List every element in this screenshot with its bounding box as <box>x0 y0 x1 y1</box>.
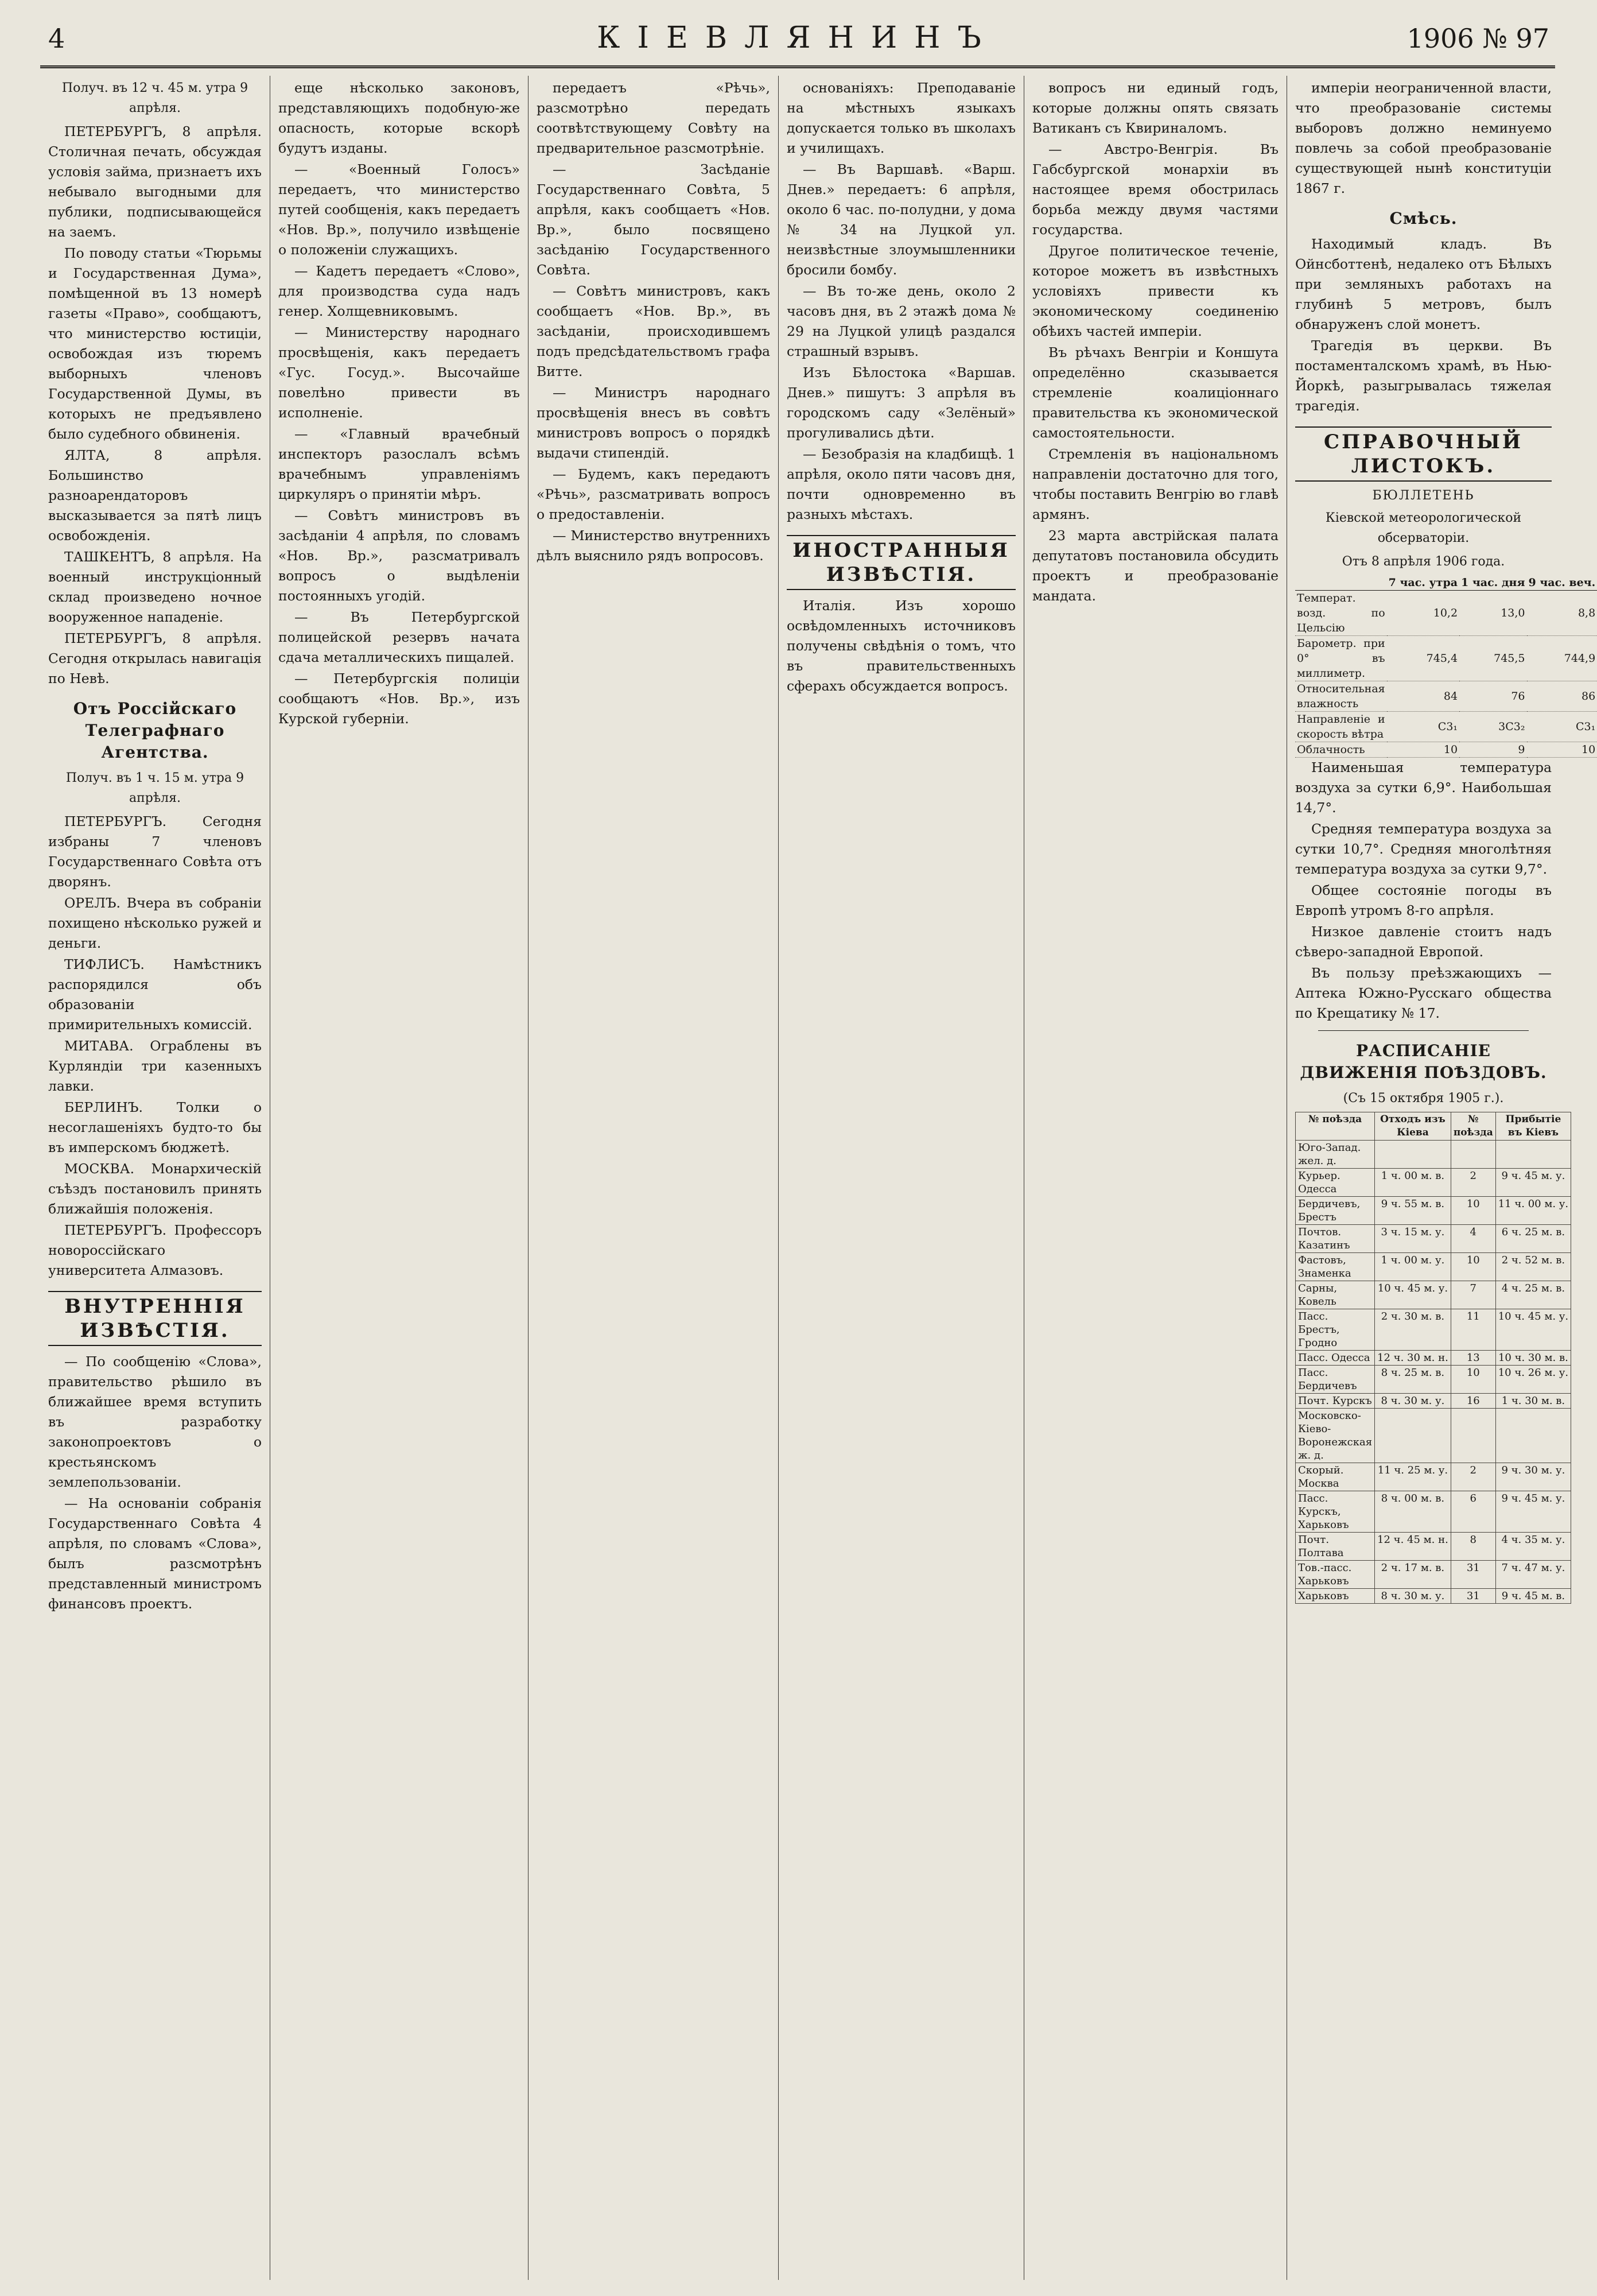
weather-header-row <box>1295 575 1597 591</box>
train-route: Скорый. Москва <box>1296 1463 1375 1491</box>
page-number: 4 <box>48 23 65 54</box>
train-cell: 13 <box>1451 1351 1495 1366</box>
train-cell: 10 ч. 26 м. у. <box>1495 1366 1571 1394</box>
telegram-paragraph: МОСКВА. Монархическій съѣздъ постановилъ принять ближайшія положенія. <box>48 1161 262 1217</box>
weather-row <box>1295 591 1597 636</box>
news-paragraph: — Въ Варшавѣ. «Варш. Днев.» передаетъ: 6 апрѣля, около 6 час. по-полудни, у дома № 34 на Луцкой ул. неизвѣстные злоумышленники бросили бомбу. <box>787 161 1016 278</box>
train-cell: 11 <box>1451 1309 1495 1351</box>
issue-number: 1906 № 97 <box>1406 23 1549 54</box>
weather-header-cell <box>1295 575 1387 591</box>
train-route: Сарны, Ковель <box>1296 1281 1375 1309</box>
train-cell: 8 ч. 25 м. в. <box>1375 1366 1451 1394</box>
weather-table <box>1295 575 1597 758</box>
train-cell: 10 <box>1451 1197 1495 1225</box>
weather-header-cell: 1 час. дня <box>1459 575 1526 591</box>
train-route: Бердичевъ, Брестъ <box>1296 1197 1375 1225</box>
train-header-cell: Прибытіе въ Кіевъ <box>1495 1112 1571 1141</box>
news-paragraph: Изъ Бѣлостока «Варшав. Днев.» пишутъ: 3 апрѣля въ городскомъ саду «Зелёный» прогуливались дѣти. <box>787 364 1016 441</box>
train-cell <box>1495 1141 1571 1169</box>
train-cell: 2 <box>1451 1169 1495 1197</box>
train-cell: 10 <box>1451 1253 1495 1281</box>
news-paragraph: — По сообщенію «Слова», правительство рѣшило въ ближайшее время вступить въ разработку законопроектовъ о крестьянскомъ землепользованіи. <box>48 1353 262 1490</box>
train-cell: 10 ч. 45 м. у. <box>1375 1281 1451 1309</box>
train-cell <box>1375 1409 1451 1463</box>
weather-row <box>1295 742 1597 758</box>
train-cell: 1 ч. 00 м. у. <box>1375 1253 1451 1281</box>
news-paragraph: Въ рѣчахъ Венгріи и Коншута определённо сказывается стремленіе коалиціоннаго правительства къ экономической самостоятельности. <box>1032 344 1279 441</box>
news-paragraph: — «Главный врачебный инспекторъ разослалъ всѣмъ врачебнымъ управленіямъ циркуляръ о принятіи мѣръ. <box>278 426 520 502</box>
weather-row <box>1295 636 1597 681</box>
telegram-paragraph: ПЕТЕРБУРГЪ. Профессоръ новороссійскаго университета Алмазовъ. <box>48 1222 262 1278</box>
train-cell: 7 <box>1451 1281 1495 1309</box>
train-route: Пасс. Брестъ, Гродно <box>1296 1309 1375 1351</box>
train-schedule-subtitle: (Съ 15 октября 1905 г.). <box>1343 1091 1504 1106</box>
train-header-cell: № поѣзда <box>1451 1112 1495 1141</box>
telegram-paragraph: ТИФЛИСЪ. Намѣстникъ распорядился объ образованіи примирительныхъ комиссій. <box>48 956 262 1033</box>
masthead <box>40 16 1555 68</box>
weather-value: 10 <box>1527 742 1597 758</box>
train-cell: 8 ч. 30 м. у. <box>1375 1394 1451 1409</box>
pharmacy-note: Въ пользу преѣзжающихъ — Аптека Южно-Русскаго общества по Крещатику № 17. <box>1295 965 1552 1021</box>
train-cell: 11 ч. 25 м. у. <box>1375 1463 1451 1491</box>
telegram-paragraph: ПЕТЕРБУРГЪ, 8 апрѣля. Столичная печать, обсуждая условія займа, признаетъ ихъ небывало выгодными для публики, подписывающейся на заемъ. <box>48 123 262 240</box>
weather-note: Средняя температура воздуха за сутки 10,7°. Средняя многолѣтняя температура воздуха за сутки 9,7°. <box>1295 821 1552 877</box>
weather-header-cell: 7 час. утра <box>1387 575 1459 591</box>
train-route: Юго-Запад. жел. д. <box>1296 1141 1375 1169</box>
news-paragraph: — Совѣтъ министровъ въ засѣданіи 4 апрѣля, по словамъ «Нов. Вр.», разсматривалъ вопросъ о выдѣленіи постоянныхъ угодій. <box>278 507 520 604</box>
train-route: Пасс. Курскъ, Харьковъ <box>1296 1491 1375 1533</box>
train-row <box>1296 1169 1571 1197</box>
section-heading-agency: Отъ Россійскаго Телеграфнаго Агентства. <box>73 699 237 762</box>
train-cell: 12 ч. 30 м. н. <box>1375 1351 1451 1366</box>
news-paragraph: — Будемъ, какъ передаютъ «Рѣчь», разсматривать вопросъ о предоставленіи. <box>537 466 770 522</box>
train-row <box>1296 1253 1571 1281</box>
weather-value: 745,5 <box>1459 636 1526 681</box>
news-paragraph: вопросъ ни единый годъ, которые должны опять связать Ватиканъ съ Квириналомъ. <box>1032 80 1279 136</box>
section-heading-reference: СПРАВОЧНЫЙ ЛИСТОКЪ. <box>1295 426 1552 482</box>
train-cell <box>1451 1409 1495 1463</box>
news-paragraph: — Австро-Венгрія. Въ Габсбургской монархіи въ настоящее время обострилась борьба между двумя частями государства. <box>1032 141 1279 238</box>
train-row <box>1296 1197 1571 1225</box>
news-paragraph: Находимый кладъ. Въ Ойнсботтенѣ, недалеко отъ Бѣлыхъ при земляныхъ работахъ на глубинѣ 5 метровъ, былъ обнаруженъ слой монетъ. <box>1295 236 1552 332</box>
train-cell: 11 ч. 00 м. у. <box>1495 1197 1571 1225</box>
telegram-paragraph: ЯЛТА, 8 апрѣля. Большинство разноарендаторовъ высказывается за пятѣ лицъ освобожденія. <box>48 447 262 544</box>
train-route: Московско-Кіево-Воронежская ж. д. <box>1296 1409 1375 1463</box>
weather-value: 745,4 <box>1387 636 1459 681</box>
train-row <box>1296 1225 1571 1253</box>
section-heading-miscellany: Смѣсь. <box>1389 209 1458 228</box>
news-paragraph: — Министерство внутреннихъ дѣлъ выяснило рядъ вопросовъ. <box>537 528 770 564</box>
train-row <box>1296 1394 1571 1409</box>
news-paragraph: 23 марта австрійская палата депутатовъ постановила обсудить проектъ и преобразованіе мандата. <box>1032 528 1279 604</box>
telegram-paragraph: БЕРЛИНЪ. Толки о несоглашеніяхъ будто-то бы въ имперскомъ бюджетѣ. <box>48 1099 262 1155</box>
weather-label: Относительная влажность <box>1295 681 1387 712</box>
news-paragraph: — Безобразія на кладбищѣ. 1 апрѣля, около пяти часовъ дня, почти одновременно въ разныхъ мѣстахъ. <box>787 446 1016 522</box>
weather-header-cell: 9 час. веч. <box>1527 575 1597 591</box>
train-route: Почт. Полтава <box>1296 1533 1375 1561</box>
train-header-row <box>1296 1112 1571 1141</box>
news-paragraph: Италія. Изъ хорошо освѣдомленныхъ источниковъ получены свѣдѣнія о томъ, что въ правительственныхъ сферахъ обсуждается вопросъ. <box>787 598 1016 694</box>
telegram-paragraph: ПЕТЕРБУРГЪ. Сегодня избраны 7 членовъ Государственнаго Совѣта отъ дворянъ. <box>48 813 262 890</box>
weather-label: Направленіе и скорость вѣтра <box>1295 712 1387 742</box>
train-cell: 9 ч. 45 м. у. <box>1495 1169 1571 1197</box>
train-row <box>1296 1409 1571 1463</box>
column-6 <box>1287 76 1596 2280</box>
train-cell: 7 ч. 47 м. у. <box>1495 1561 1571 1589</box>
train-route: Тов.-пасс. Харьковъ <box>1296 1561 1375 1589</box>
news-paragraph: — Министръ народнаго просвѣщенія внесъ въ совѣтъ министровъ вопросъ о порядкѣ выдачи стипендій. <box>537 385 770 461</box>
weather-label: Облачность <box>1295 742 1387 758</box>
weather-value: 10,2 <box>1387 591 1459 636</box>
news-paragraph: — Кадетъ передаетъ «Слово», для производства суда надъ генер. Холщевниковымъ. <box>278 263 520 319</box>
news-paragraph: — Министерству народнаго просвѣщенія, какъ передаетъ «Гус. Госуд.». Высочайше повелѣно привести въ исполненіе. <box>278 324 520 421</box>
train-row <box>1296 1281 1571 1309</box>
weather-value: 10 <box>1387 742 1459 758</box>
train-cell: 8 <box>1451 1533 1495 1561</box>
news-paragraph: основаніяхъ: Преподаваніе на мѣстныхъ языкахъ допускается только въ школахъ и училищахъ. <box>787 80 1016 156</box>
train-cell <box>1375 1141 1451 1169</box>
train-schedule-title: РАСПИСАНІЕ ДВИЖЕНІЯ ПОѢЗДОВЪ. <box>1300 1041 1547 1082</box>
observatory-name: Кіевской метеорологической обсерваторіи. <box>1325 511 1522 545</box>
telegram-received-line: Получ. въ 12 ч. 45 м. утра 9 апрѣля. <box>61 81 248 115</box>
column-3 <box>528 76 778 2280</box>
train-cell: 9 ч. 30 м. у. <box>1495 1463 1571 1491</box>
train-route: Пасс. Одесса <box>1296 1351 1375 1366</box>
train-row <box>1296 1309 1571 1351</box>
train-cell: 2 <box>1451 1463 1495 1491</box>
train-cell: 31 <box>1451 1561 1495 1589</box>
weather-value: 76 <box>1459 681 1526 712</box>
train-cell: 9 ч. 45 м. в. <box>1495 1589 1571 1604</box>
news-paragraph: Другое политическое теченіе, которое можетъ въ извѣстныхъ условіяхъ привести къ экономическому соединенію обѣихъ частей имперіи. <box>1032 243 1279 339</box>
weather-value: 744,9 <box>1527 636 1597 681</box>
newspaper-title: КІЕВЛЯНИНЪ <box>597 21 998 55</box>
telegram-paragraph: МИТАВА. Ограблены въ Курляндіи три казенныхъ лавки. <box>48 1038 262 1094</box>
train-header-cell: Отходъ изъ Кіева <box>1375 1112 1451 1141</box>
telegram-paragraph: ПЕТЕРБУРГЪ, 8 апрѣля. Сегодня открылась навигація по Невѣ. <box>48 630 262 687</box>
train-route: Почтов. Казатинъ <box>1296 1225 1375 1253</box>
train-schedule-table <box>1295 1112 1571 1604</box>
train-row <box>1296 1463 1571 1491</box>
train-route: Почт. Курскъ <box>1296 1394 1375 1409</box>
weather-value: 8,8 <box>1527 591 1597 636</box>
news-paragraph: Трагедія въ церкви. Въ постаменталскомъ храмѣ, въ Нью-Йоркѣ, разыгрывалась тяжелая трагедія. <box>1295 338 1552 414</box>
weather-value: 9 <box>1459 742 1526 758</box>
news-paragraph: — Совѣтъ министровъ, какъ сообщаетъ «Нов. Вр.», въ засѣданіи, происходившемъ подъ предсѣдательствомъ графа Витте. <box>537 283 770 379</box>
telegram-received-line: Получ. въ 1 ч. 15 м. утра 9 апрѣля. <box>65 771 244 805</box>
train-route: Пасс. Бердичевъ <box>1296 1366 1375 1394</box>
weather-label: Температ. возд. по Цельсію <box>1295 591 1387 636</box>
news-paragraph: — На основаніи собранія Государственнаго Совѣта 4 апрѣля, по словамъ «Слова», былъ разсмотрѣнъ представленный министромъ финансовъ проектъ. <box>48 1495 262 1612</box>
train-cell: 12 ч. 45 м. н. <box>1375 1533 1451 1561</box>
train-row <box>1296 1589 1571 1604</box>
divider <box>1318 1030 1529 1031</box>
train-cell: 2 ч. 52 м. в. <box>1495 1253 1571 1281</box>
train-cell: 8 ч. 00 м. в. <box>1375 1491 1451 1533</box>
train-route: Харьковъ <box>1296 1589 1375 1604</box>
weather-value: C3₁ <box>1387 712 1459 742</box>
train-cell: 16 <box>1451 1394 1495 1409</box>
telegram-paragraph: ТАШКЕНТЪ, 8 апрѣля. На военный инструкціонный склад произведено ночное вооруженное нападеніе. <box>48 549 262 625</box>
train-cell <box>1495 1409 1571 1463</box>
train-cell: 2 ч. 17 м. в. <box>1375 1561 1451 1589</box>
telegram-paragraph: По поводу статьи «Тюрьмы и Государственная Дума», помѣщенной въ 13 номерѣ газеты «Право», сообщаютъ, что министерство юстиціи, освобождая изъ тюремъ выборныхъ членовъ Государственной Думы, въ которыхъ не предъявлено было судебного обвиненія. <box>48 245 262 442</box>
news-paragraph: имперіи неограниченной власти, что преобразованіе системы выборовъ должно неминуемо повлечь за собой преобразованіе существующей нынѣ конституціи 1867 г. <box>1295 80 1552 196</box>
section-heading-inner-news: ВНУТРЕННІЯ ИЗВѢСТІЯ. <box>48 1291 262 1346</box>
column-5 <box>1024 76 1287 2280</box>
train-row <box>1296 1491 1571 1533</box>
train-row <box>1296 1366 1571 1394</box>
weather-note: Наименьшая температура воздуха за сутки 6,9°. Наибольшая 14,7°. <box>1295 759 1552 816</box>
train-cell: 1 ч. 30 м. в. <box>1495 1394 1571 1409</box>
weather-row <box>1295 712 1597 742</box>
train-header-cell: № поѣзда <box>1296 1112 1375 1141</box>
train-cell: 10 <box>1451 1366 1495 1394</box>
train-row <box>1296 1561 1571 1589</box>
train-cell: 2 ч. 30 м. в. <box>1375 1309 1451 1351</box>
train-row <box>1296 1533 1571 1561</box>
weather-note: Общее состояніе погоды въ Европѣ утромъ 8-го апрѣля. <box>1295 882 1552 918</box>
news-paragraph: — Въ Петербургской полицейской резервъ начата сдача металлическихъ пищалей. <box>278 609 520 665</box>
train-route: Фастовъ, Знаменка <box>1296 1253 1375 1281</box>
news-paragraph: передаетъ «Рѣчь», разсмотрѣно передать соотвѣтствующему Совѣту на предварительное разсмотрѣніе. <box>537 80 770 156</box>
news-paragraph: — «Военный Голосъ» передаетъ, что министерство путей сообщенія, какъ передаетъ «Нов. Вр.», получило извѣщеніе о положеніи служащихъ. <box>278 161 520 258</box>
weather-value: 86 <box>1527 681 1597 712</box>
train-route: Курьер. Одесса <box>1296 1169 1375 1197</box>
news-paragraph: — Засѣданіе Государственнаго Совѣта, 5 апрѣля, какъ сообщаетъ «Нов. Вр.», было посвящено засѣданію Государственного Совѣта. <box>537 161 770 278</box>
news-paragraph: — Петербургскія полиціи сообщаютъ «Нов. Вр.», изъ Курской губерніи. <box>278 670 520 727</box>
train-row <box>1296 1141 1571 1169</box>
train-cell: 3 ч. 15 м. у. <box>1375 1225 1451 1253</box>
bulletin-date: Отъ 8 апрѣля 1906 года. <box>1342 554 1505 569</box>
news-paragraph: Стремленія въ національномъ направленіи достаточно для того, чтобы поставить Венгрію во главѣ армянъ. <box>1032 446 1279 522</box>
weather-value: 13,0 <box>1459 591 1526 636</box>
column-2 <box>270 76 528 2280</box>
section-heading-foreign-news: ИНОСТРАННЫЯ ИЗВѢСТІЯ. <box>787 535 1016 590</box>
weather-row <box>1295 681 1597 712</box>
train-cell: 4 ч. 25 м. в. <box>1495 1281 1571 1309</box>
train-cell: 6 ч. 25 м. в. <box>1495 1225 1571 1253</box>
train-cell <box>1451 1141 1495 1169</box>
news-paragraph: — Въ то-же день, около 2 часовъ дня, въ 2 этажѣ дома № 29 на Луцкой улицѣ раздался страшный взрывъ. <box>787 283 1016 359</box>
column-1 <box>40 76 270 2280</box>
train-row <box>1296 1351 1571 1366</box>
train-cell: 8 ч. 30 м. у. <box>1375 1589 1451 1604</box>
train-cell: 4 <box>1451 1225 1495 1253</box>
train-cell: 9 ч. 45 м. у. <box>1495 1491 1571 1533</box>
train-cell: 1 ч. 00 м. в. <box>1375 1169 1451 1197</box>
telegram-paragraph: ОРЕЛЪ. Вчера въ собраніи похищено нѣсколько ружей и деньги. <box>48 895 262 951</box>
news-paragraph: еще нѣсколько законовъ, представляющихъ подобную-же опасность, которые вскорѣ будутъ изданы. <box>278 80 520 156</box>
train-cell: 10 ч. 30 м. в. <box>1495 1351 1571 1366</box>
column-4 <box>778 76 1024 2280</box>
train-cell: 10 ч. 45 м. у. <box>1495 1309 1571 1351</box>
weather-note: Низкое давленіе стоитъ надъ сѣверо-западной Европой. <box>1295 924 1552 960</box>
weather-value: 84 <box>1387 681 1459 712</box>
weather-label: Барометр. при 0° въ миллиметр. <box>1295 636 1387 681</box>
bulletin-title: БЮЛЛЕТЕНЬ <box>1372 488 1475 503</box>
weather-value: 3C3₂ <box>1459 712 1526 742</box>
weather-value: C3₁ <box>1527 712 1597 742</box>
train-cell: 4 ч. 35 м. у. <box>1495 1533 1571 1561</box>
train-cell: 9 ч. 55 м. в. <box>1375 1197 1451 1225</box>
train-cell: 6 <box>1451 1491 1495 1533</box>
train-cell: 31 <box>1451 1589 1495 1604</box>
